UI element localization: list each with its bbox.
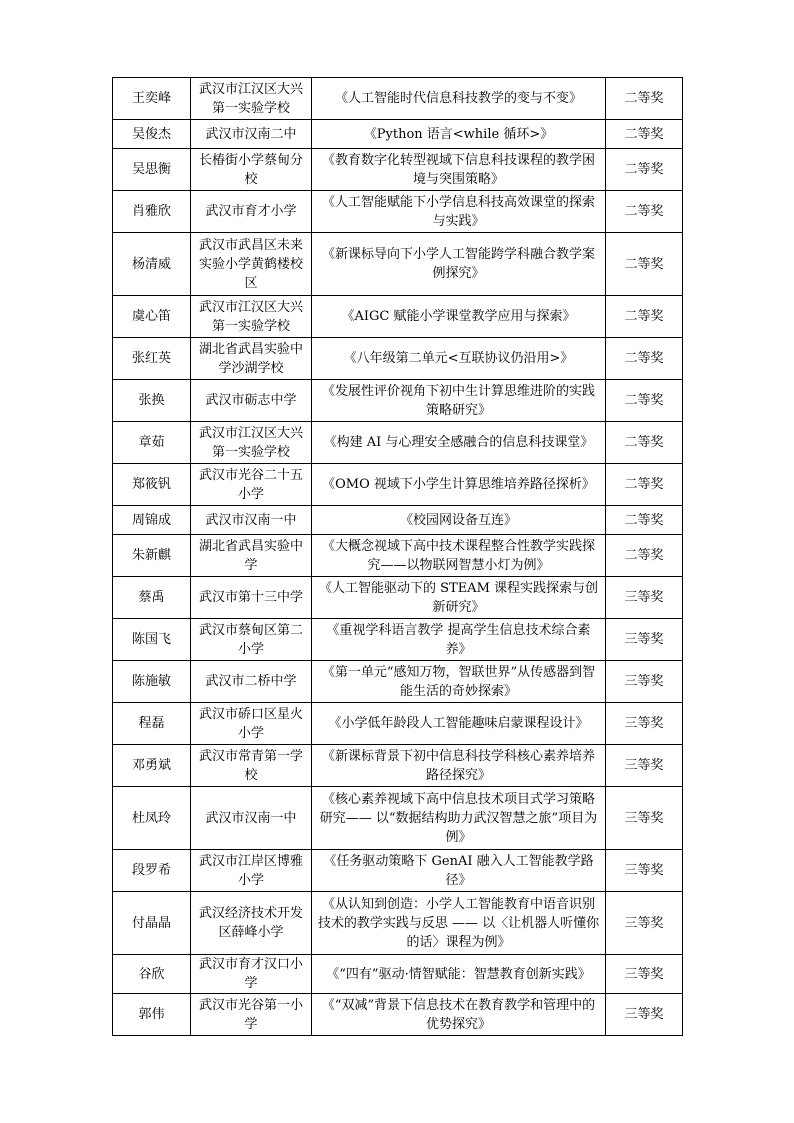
school-name: 武汉市常青第一学校 <box>191 745 312 787</box>
paper-title: 《新课标导向下小学人工智能跨学科融合教学案例探究》 <box>312 233 606 296</box>
table-row <box>113 661 683 703</box>
table-row <box>113 577 683 619</box>
winner-name: 付晶晶 <box>113 892 191 955</box>
awards-table <box>112 77 683 1036</box>
table-row <box>113 892 683 955</box>
winner-name: 郭伟 <box>113 994 191 1036</box>
award-level: 三等奖 <box>606 661 683 703</box>
award-level: 二等奖 <box>606 464 683 506</box>
winner-name: 邓勇斌 <box>113 745 191 787</box>
table-row <box>113 422 683 464</box>
award-level: 二等奖 <box>606 380 683 422</box>
winner-name: 郑筱钒 <box>113 464 191 506</box>
award-level: 三等奖 <box>606 745 683 787</box>
winner-name: 吴俊杰 <box>113 120 191 149</box>
table-row <box>113 535 683 577</box>
winner-name: 谷欣 <box>113 955 191 994</box>
school-name: 武汉市育才小学 <box>191 191 312 233</box>
paper-title: 《八年级第二单元<互联协议仍沿用>》 <box>312 338 606 380</box>
school-name: 武汉市蔡甸区第二小学 <box>191 619 312 661</box>
school-name: 武汉经济技术开发区薛峰小学 <box>191 892 312 955</box>
table-row <box>113 464 683 506</box>
award-level: 二等奖 <box>606 120 683 149</box>
winner-name: 程磊 <box>113 703 191 745</box>
winner-name: 章茹 <box>113 422 191 464</box>
paper-title: 《重视学科语言教学 提高学生信息技术综合素养》 <box>312 619 606 661</box>
award-level: 三等奖 <box>606 955 683 994</box>
award-level: 二等奖 <box>606 338 683 380</box>
table-row <box>113 850 683 892</box>
award-level: 二等奖 <box>606 149 683 191</box>
paper-title: 《AIGC 赋能小学课堂教学应用与探索》 <box>312 296 606 338</box>
paper-title: 《构建 AI 与心理安全感融合的信息科技课堂》 <box>312 422 606 464</box>
paper-title: 《OMO 视域下小学生计算思维培养路径探析》 <box>312 464 606 506</box>
paper-title: 《核心素养视域下高中信息技术项目式学习策略研究—— 以“数据结构助力武汉智慧之旅”项目为例》 <box>312 787 606 850</box>
award-level: 三等奖 <box>606 892 683 955</box>
table-row <box>113 120 683 149</box>
award-level: 二等奖 <box>606 506 683 535</box>
paper-title: 《人工智能驱动下的 STEAM 课程实践探索与创新研究》 <box>312 577 606 619</box>
table-row <box>113 994 683 1036</box>
award-level: 三等奖 <box>606 703 683 745</box>
school-name: 武汉市砺志中学 <box>191 380 312 422</box>
table-row <box>113 191 683 233</box>
school-name: 武汉市光谷第一小学 <box>191 994 312 1036</box>
winner-name: 吴思衡 <box>113 149 191 191</box>
paper-title: 《人工智能时代信息科技教学的变与不变》 <box>312 78 606 120</box>
winner-name: 杜凤玲 <box>113 787 191 850</box>
award-level: 三等奖 <box>606 994 683 1036</box>
winner-name: 张换 <box>113 380 191 422</box>
winner-name: 杨清威 <box>113 233 191 296</box>
winner-name: 肖雅欣 <box>113 191 191 233</box>
paper-title: 《Python 语言<while 循环>》 <box>312 120 606 149</box>
award-level: 二等奖 <box>606 296 683 338</box>
paper-title: 《第一单元“感知万物，智联世界”从传感器到智能生活的奇妙探索》 <box>312 661 606 703</box>
paper-title: 《大概念视域下高中技术课程整合性教学实践探究——以物联网智慧小灯为例》 <box>312 535 606 577</box>
winner-name: 周锦成 <box>113 506 191 535</box>
award-level: 三等奖 <box>606 787 683 850</box>
paper-title: 《“四有”驱动·情智赋能：智慧教育创新实践》 <box>312 955 606 994</box>
table-row <box>113 380 683 422</box>
table-row <box>113 955 683 994</box>
award-level: 二等奖 <box>606 535 683 577</box>
table-row <box>113 745 683 787</box>
paper-title: 《人工智能赋能下小学信息科技高效课堂的探索与实践》 <box>312 191 606 233</box>
school-name: 武汉市江岸区博雅小学 <box>191 850 312 892</box>
school-name: 湖北省武昌实验中学 <box>191 535 312 577</box>
table-row <box>113 296 683 338</box>
award-level: 二等奖 <box>606 422 683 464</box>
school-name: 武汉市第十三中学 <box>191 577 312 619</box>
table-row <box>113 703 683 745</box>
award-level: 二等奖 <box>606 233 683 296</box>
paper-title: 《从认知到创造：小学人工智能教育中语音识别技术的教学实践与反思 —— 以〈让机器人听懂你的话〉课程为例》 <box>312 892 606 955</box>
award-level: 二等奖 <box>606 78 683 120</box>
school-name: 武汉市汉南一中 <box>191 506 312 535</box>
school-name: 武汉市光谷二十五小学 <box>191 464 312 506</box>
school-name: 武汉市武昌区未来实验小学黄鹤楼校区 <box>191 233 312 296</box>
table-row <box>113 78 683 120</box>
table-row <box>113 506 683 535</box>
school-name: 武汉市硚口区星火小学 <box>191 703 312 745</box>
winner-name: 蔡禹 <box>113 577 191 619</box>
paper-title: 《任务驱动策略下 GenAI 融入人工智能教学路径》 <box>312 850 606 892</box>
award-level: 二等奖 <box>606 191 683 233</box>
paper-title: 《小学低年龄段人工智能趣味启蒙课程设计》 <box>312 703 606 745</box>
school-name: 武汉市江汉区大兴第一实验学校 <box>191 422 312 464</box>
school-name: 武汉市育才汉口小学 <box>191 955 312 994</box>
award-level: 三等奖 <box>606 850 683 892</box>
school-name: 武汉市江汉区大兴第一实验学校 <box>191 78 312 120</box>
winner-name: 虞心笛 <box>113 296 191 338</box>
winner-name: 陈国飞 <box>113 619 191 661</box>
paper-title: 《新课标背景下初中信息科技学科核心素养培养路径探究》 <box>312 745 606 787</box>
table-row <box>113 149 683 191</box>
paper-title: 《教育数字化转型视域下信息科技课程的教学困境与突围策略》 <box>312 149 606 191</box>
awards-table-body <box>113 78 683 1036</box>
winner-name: 朱新麒 <box>113 535 191 577</box>
school-name: 武汉市汉南二中 <box>191 120 312 149</box>
table-row <box>113 338 683 380</box>
winner-name: 张红英 <box>113 338 191 380</box>
table-row <box>113 233 683 296</box>
school-name: 湖北省武昌实验中学沙湖学校 <box>191 338 312 380</box>
school-name: 武汉市江汉区大兴第一实验学校 <box>191 296 312 338</box>
table-row <box>113 619 683 661</box>
winner-name: 王奕峰 <box>113 78 191 120</box>
award-level: 三等奖 <box>606 619 683 661</box>
table-row <box>113 787 683 850</box>
paper-title: 《校园网设备互连》 <box>312 506 606 535</box>
award-level: 三等奖 <box>606 577 683 619</box>
paper-title: 《“双减”背景下信息技术在教育教学和管理中的优势探究》 <box>312 994 606 1036</box>
paper-title: 《发展性评价视角下初中生计算思维进阶的实践策略研究》 <box>312 380 606 422</box>
school-name: 长椿街小学蔡甸分校 <box>191 149 312 191</box>
school-name: 武汉市二桥中学 <box>191 661 312 703</box>
winner-name: 段罗希 <box>113 850 191 892</box>
school-name: 武汉市汉南一中 <box>191 787 312 850</box>
winner-name: 陈施敏 <box>113 661 191 703</box>
